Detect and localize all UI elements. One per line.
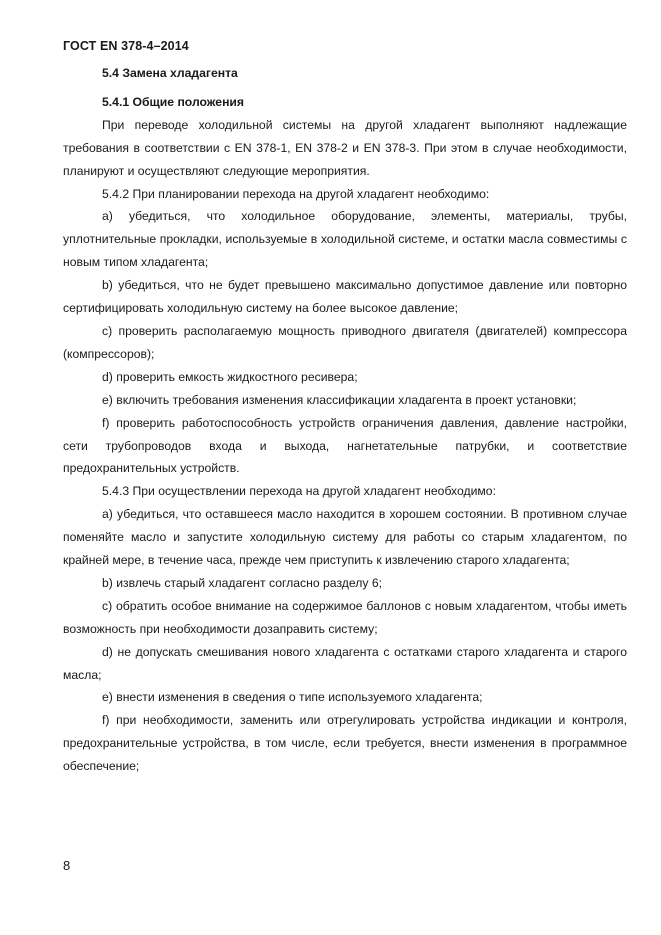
list-item-planning-c: c) проверить располагаемую мощность приводного двигателя (двигателей) компрессора (компрессоров); [63, 323, 627, 361]
list-item-planning-e: e) включить требования изменения классификации хладагента в проект установки; [102, 392, 577, 407]
list-item-transition-e: e) внести изменения в сведения о типе используемого хладагента; [102, 690, 483, 705]
paragraph-intro: При переводе холодильной системы на другой хладагент выполняют надлежащие требования в соответствии с EN 378-1, EN 378-2 и EN 378-3. При этом в случае необходимости, планируют и осуществляют следующие мероприятия. [63, 117, 627, 178]
list-item-transition-a: a) убедиться, что оставшееся масло находится в хорошем состоянии. В противном случае поменяйте масло и запустите холодильную систему для работы со старым хладагентом, по крайней мере, в течение часа, прежде чем приступить к извлечению старого хладагента; [63, 507, 627, 568]
list-item-planning-a: a) убедиться, что холодильное оборудование, элементы, материалы, трубы, уплотнительные прокладки, используемые в холодильной системе, и остатки масла совместимы с новым типом хладагента; [63, 209, 627, 270]
section-title: 5.4 Замена хладагента [102, 66, 238, 80]
standard-header: ГОСТ EN 378-4–2014 [63, 39, 189, 53]
list-item-transition-b: b) извлечь старый хладагент согласно разделу 6; [102, 575, 383, 590]
list-item-planning-d: d) проверить емкость жидкостного ресивера; [102, 369, 358, 384]
list-item-planning-b: b) убедиться, что не будет превышено максимально допустимое давление или повторно сертифицировать холодильную систему на более высокое давление; [63, 278, 627, 316]
list-item-planning-f: f) проверить работоспособность устройств ограничения давления, давление настройки, сети трубопроводов входа и выхода, нагнетательные патрубки, и соответствие предохранительных устройств. [63, 415, 627, 476]
paragraph-5-4-2: 5.4.2 При планировании перехода на другой хладагент необходимо: [102, 186, 490, 201]
list-item-transition-f: f) при необходимости, заменить или отрегулировать устройства индикации и контроля, предохранительные устройства, в том числе, если требуется, внести изменения в программное обеспечение; [63, 713, 627, 774]
document-body [63, 62, 627, 778]
page-number: 8 [63, 858, 71, 873]
list-item-transition-d: d) не допускать смешивания нового хладагента с остатками старого хладагента и старого масла; [63, 644, 627, 682]
paragraph-5-4-3: 5.4.3 При осуществлении перехода на другой хладагент необходимо: [102, 484, 496, 499]
subsection-title: 5.4.1 Общие положения [102, 94, 245, 109]
list-item-transition-c: c) обратить особое внимание на содержимое баллонов с новым хладагентом, чтобы иметь возможность при необходимости дозаправить систему; [63, 598, 627, 636]
